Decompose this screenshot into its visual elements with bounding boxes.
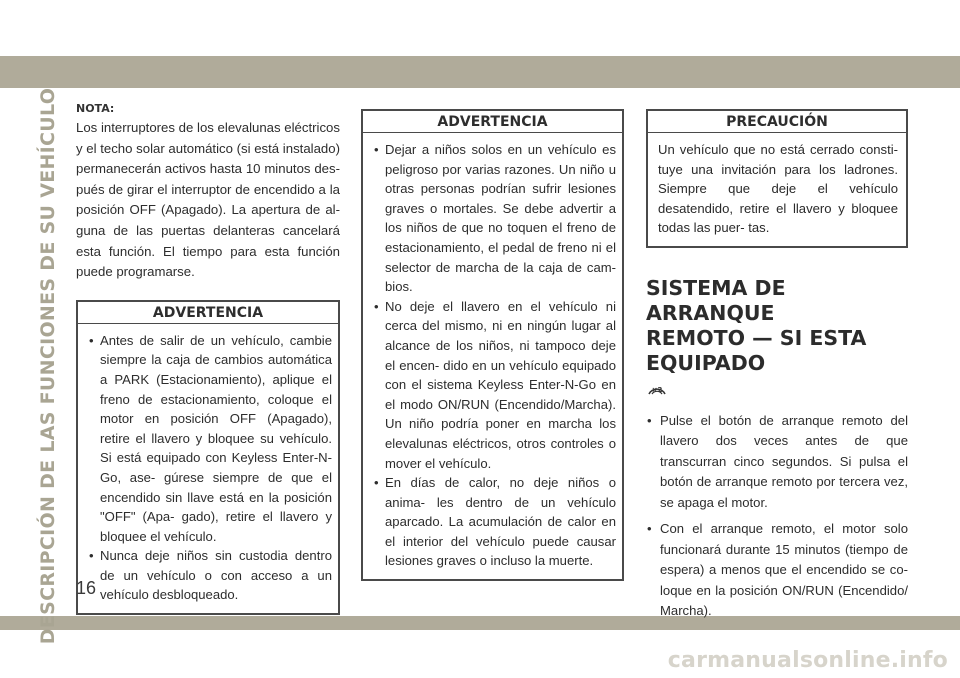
list-item: • Antes de salir de un vehículo, cambie siempre la caja de cambios automática a PARK (Estacionamiento), aplique el freno de estacionamiento, coloque el motor en posición OFF (Apagado), retire el llavero y bloquee su vehículo. Si está equipado con Keyless Enter-N-Go, ase- gúrese siempre de que el encendido sin llave está en la posición "OFF" (Apa- gado), retire el llavero y bloquee el vehículo. [89,332,332,544]
side-chapter-title-text: DESCRIPCIÓN DE LAS FUNCIONES DE SU VEHÍCULO [37,87,59,645]
caution-box-title: PRECAUCIÓN [648,111,906,133]
warning-box-2 [361,109,624,581]
column-middle [361,109,624,581]
top-band [0,56,960,88]
warning-box-1-list [78,324,338,613]
column-right [646,109,908,628]
remote-start-icon [646,380,668,398]
column-left [76,102,340,615]
list-item: • Pulse el botón de arranque remoto del llavero dos veces antes de que transcurran cinco segundos. Si pulsa el botón de arranque remoto por tercera vez, se apaga el motor. [647,412,908,510]
section-list [646,411,908,622]
remote-start-icon-label: ×2 [651,385,663,394]
warning-box-2-title: ADVERTENCIA [363,111,622,133]
warning-box-1 [76,300,340,615]
section-heading-line-3: EQUIPADO [646,350,766,375]
list-item: • Nunca deje niños sin custodia dentro de un vehículo o con acceso a un vehículo desbloqueado. [89,548,332,603]
note-text: Los interruptores de los elevalunas eléctricos y el techo solar automático (si está instalado) permanecerán activos hasta 10 minutos des- pués de girar el interruptor de encendido a la posición OFF (Apagado). La apertura de al- guna de las puertas delanteras cancelará esta función. El tiempo para esta función puede programarse. [76,120,340,280]
section-heading-line-2: REMOTO — SI ESTA [646,325,867,350]
watermark: carmanualsonline.info [667,648,948,673]
caution-box [646,109,908,248]
section-heading-line-1: SISTEMA DE ARRANQUE [646,275,786,325]
page-number: 16 [76,578,97,598]
list-item: • En días de calor, no deje niños o anima- les dentro de un vehículo aparcado. La acumulación de calor en el interior del vehículo puede causar lesiones graves o incluso la muerte. [374,475,616,569]
list-item: • Con el arranque remoto, el motor solo funcionará durante 15 minutos (tiempo de espera) a menos que el encendido se co- loque en la posición ON/RUN (Encendido/ Marcha). [647,521,908,619]
caution-text: Un vehículo que no está cerrado consti- tuye una invitación para los ladrones. Siempre que deje el vehículo desatendido, retire el llavero y bloquee todas las puer- tas. [658,142,898,236]
list-item: • Dejar a niños solos en un vehículo es peligroso por varias razones. Un niño u otras personas podrían sufrir lesiones graves o mortales. Se debe advertir a los niños de que no toquen el freno de estacionamiento, el pedal de freno ni el selector de marcha de la caja de cam- bios. [374,142,616,295]
warning-box-2-list [363,133,622,579]
section-heading [646,276,908,376]
warning-box-1-title: ADVERTENCIA [78,302,338,324]
list-item: • No deje el llavero en el vehículo ni cerca del mismo, ni en ningún lugar al alcance de los niños, ni tampoco deje el encen- dido en un vehículo equipado con el sistema Keyless Enter-N-Go en el modo ON/RUN (Encendido/Marcha). Un niño podría poner en marcha los elevalunas eléctricos, otros controles o mover el vehículo. [374,298,616,471]
note-title: NOTA: [76,102,115,115]
